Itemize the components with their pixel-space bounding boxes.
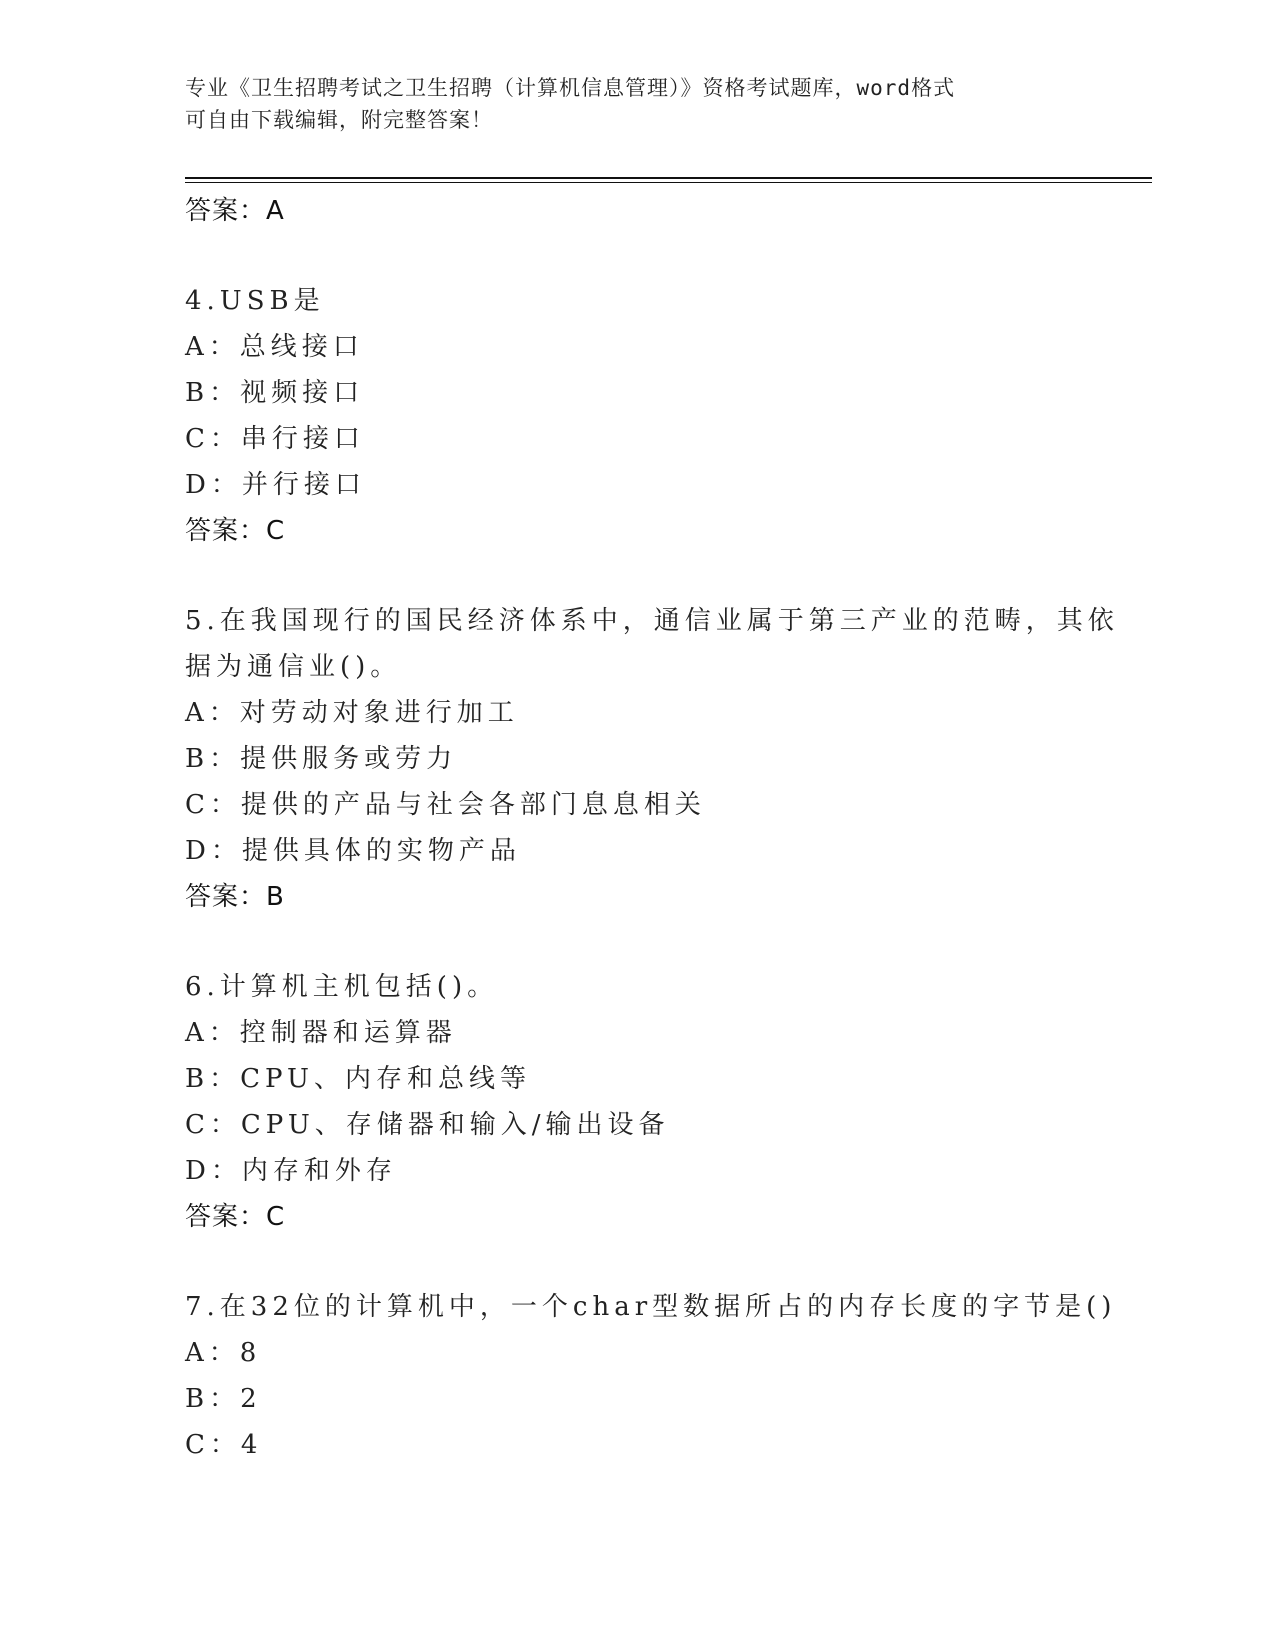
option-d: D：提供具体的实物产品 [185, 836, 521, 866]
header-line-1: 专业《卫生招聘考试之卫生招聘（计算机信息管理）》资格考试题库，word格式 [185, 76, 956, 100]
option-b: B：视频接口 [185, 378, 365, 408]
answer-label: 答案：C [185, 516, 286, 546]
question-stem-line: 7.在32位的计算机中，一个char型数据所占的内存长度的字节是() [185, 1292, 1117, 1322]
option-d: D：内存和外存 [185, 1156, 397, 1186]
previous-answer: 答案：A [185, 196, 285, 226]
option-c: C：提供的产品与社会各部门息息相关 [185, 790, 706, 820]
question-6 [185, 964, 1085, 1240]
header-line-2: 可自由下载编辑，附完整答案！ [185, 108, 493, 132]
option-c: C：串行接口 [185, 424, 365, 454]
option-a: A：8 [185, 1338, 262, 1368]
header-divider-thin [185, 182, 1152, 183]
document-header [185, 72, 1085, 136]
question-4 [185, 278, 1085, 554]
answer-label: 答案：C [185, 1202, 286, 1232]
question-stem-line: 5.在我国现行的国民经济体系中，通信业属于第三产业的范畴，其依 [185, 606, 1119, 636]
question-stem-line: 据为通信业()。 [185, 652, 402, 682]
answer-label: 答案：B [185, 882, 285, 912]
question-list [185, 188, 1119, 1468]
question-stem-line: 6.计算机主机包括()。 [185, 972, 499, 1002]
option-a: A：对劳动对象进行加工 [185, 698, 519, 728]
option-c: C：CPU、存储器和输入/输出设备 [185, 1110, 670, 1140]
option-d: D：并行接口 [185, 470, 366, 500]
question-stem [185, 1284, 1117, 1330]
question-stem [185, 278, 1085, 324]
question-stem [185, 964, 1085, 1010]
option-a: A：控制器和运算器 [185, 1018, 457, 1048]
option-b: B：提供服务或劳力 [185, 744, 458, 774]
question-5 [185, 598, 1119, 920]
header-divider-thick [185, 177, 1152, 179]
option-a: A：总线接口 [185, 332, 364, 362]
option-b: B：2 [185, 1384, 262, 1414]
question-7 [185, 1284, 1117, 1468]
question-stem [185, 598, 1119, 690]
question-stem-line: 4.USB是 [185, 286, 325, 316]
option-c: C：4 [185, 1430, 263, 1460]
option-b: B：CPU、内存和总线等 [185, 1064, 531, 1094]
